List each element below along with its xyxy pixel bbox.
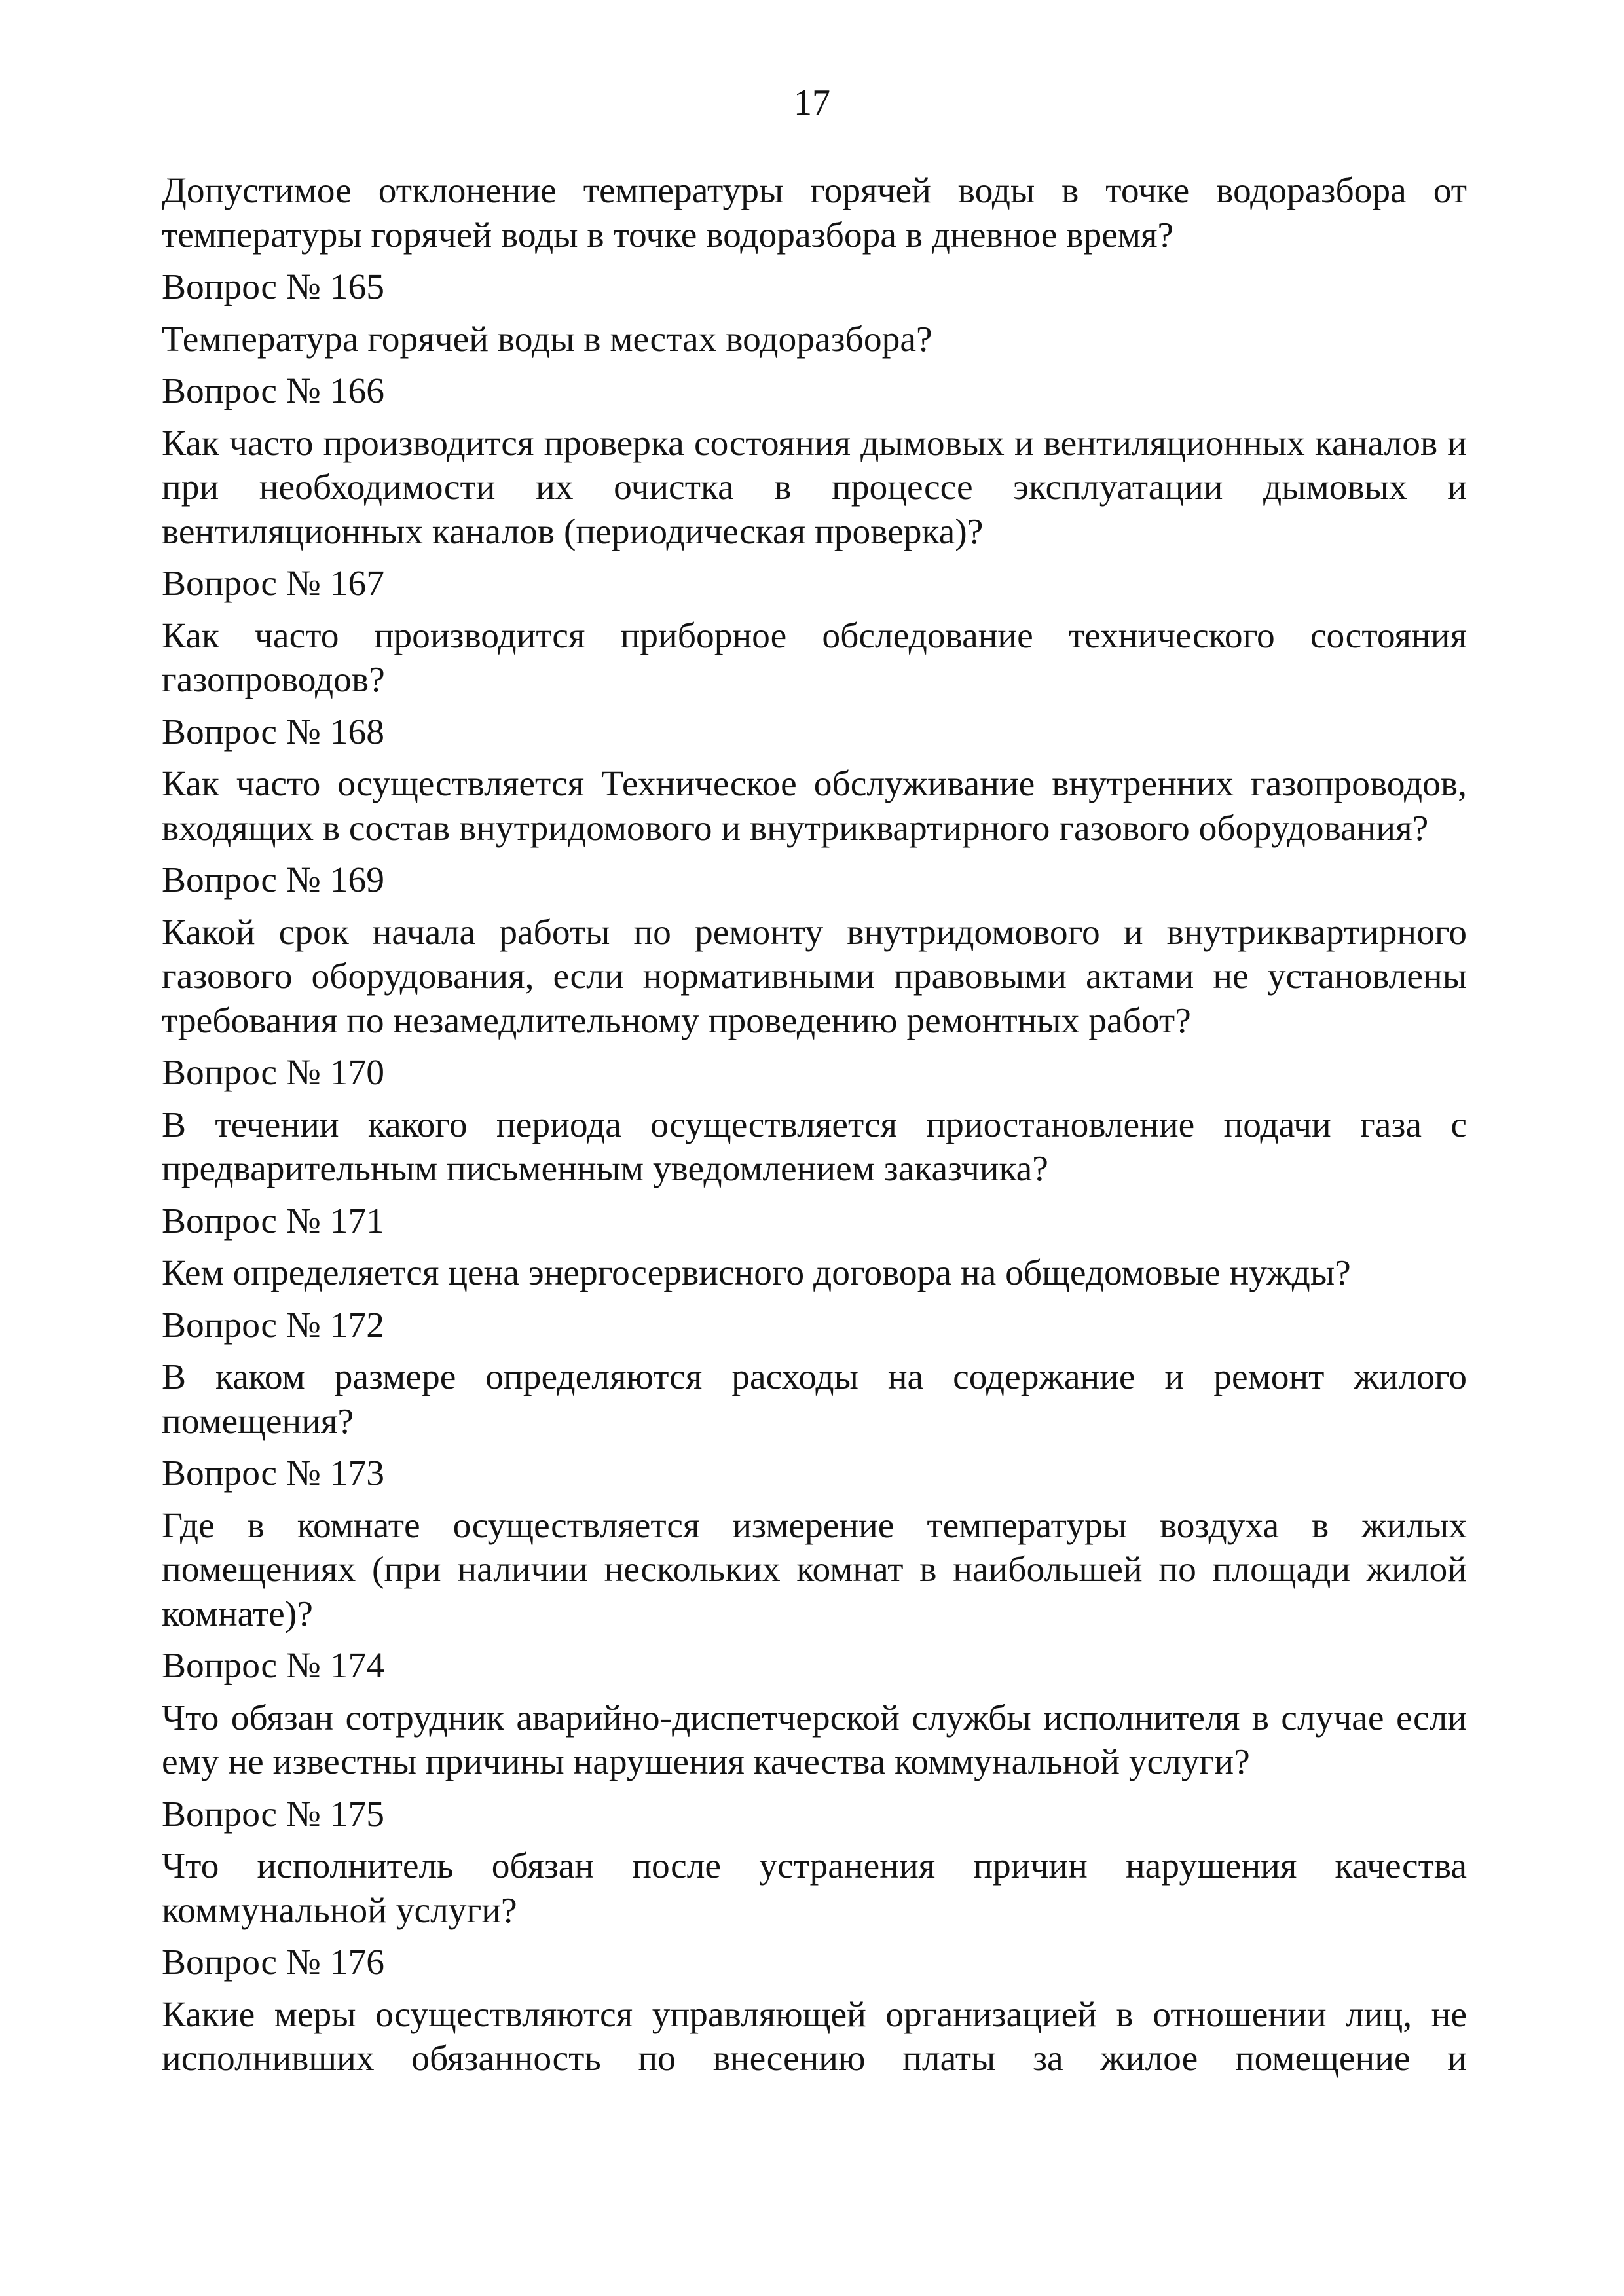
question-heading: Вопрос № 176 bbox=[162, 1942, 384, 1982]
question-text: Допустимое отклонение температуры горячей воды в точке водоразбора от температуры горячей воды в точке водоразбора в дневное время? bbox=[162, 171, 1467, 255]
question-heading: Вопрос № 173 bbox=[162, 1453, 384, 1493]
question-heading: Вопрос № 175 bbox=[162, 1794, 384, 1834]
question-text: Какой срок начала работы по ремонту внутридомового и внутриквартирного газового оборудования, если нормативными правовыми актами не установлены требования по незамедлительному проведению ремонтных работ? bbox=[162, 912, 1467, 1041]
question-text: Кем определяется цена энергосервисного договора на общедомовые нужды? bbox=[162, 1253, 1351, 1293]
question-text: В каком размере определяются расходы на содержание и ремонт жилого помещения? bbox=[162, 1357, 1467, 1442]
question-heading: Вопрос № 166 bbox=[162, 371, 384, 411]
question-text: Как часто осуществляется Техническое обслуживание внутренних газопроводов, входящих в состав внутридомового и внутриквартирного газового оборудования? bbox=[162, 764, 1467, 848]
question-text: Как часто производится приборное обследование технического состояния газопроводов? bbox=[162, 615, 1467, 700]
question-heading: Вопрос № 169 bbox=[162, 860, 384, 900]
question-heading: Вопрос № 174 bbox=[162, 1646, 384, 1686]
page-number: 17 bbox=[794, 82, 830, 123]
question-text: Что обязан сотрудник аварийно-диспетчерской службы исполнителя в случае если ему не известны причины нарушения качества коммунальной услуги? bbox=[162, 1698, 1467, 1782]
question-heading: Вопрос № 171 bbox=[162, 1201, 384, 1241]
question-text-continued: Какие меры осуществляются управляющей организацией в отношении лиц, не исполнивших обязанность по внесению платы за жилое помещение и bbox=[162, 1994, 1467, 2079]
question-heading: Вопрос № 168 bbox=[162, 712, 384, 752]
question-text: Температура горячей воды в местах водоразбора? bbox=[162, 319, 932, 359]
question-heading: Вопрос № 167 bbox=[162, 564, 384, 604]
question-heading: Вопрос № 165 bbox=[162, 267, 384, 307]
question-text: В течении какого периода осуществляется приостановление подачи газа с предварительным письменным уведомлением заказчика? bbox=[162, 1104, 1467, 1189]
question-text: Как часто производится проверка состояния дымовых и вентиляционных каналов и при необходимости их очистка в процессе эксплуатации дымовых и вентиляционных каналов (периодическая проверка)? bbox=[162, 423, 1467, 552]
question-text: Где в комнате осуществляется измерение температуры воздуха в жилых помещениях (при наличии нескольких комнат в наибольшей по площади жилой комнате)? bbox=[162, 1505, 1467, 1634]
question-heading: Вопрос № 170 bbox=[162, 1053, 384, 1093]
document-body bbox=[162, 169, 1467, 2081]
question-heading: Вопрос № 172 bbox=[162, 1305, 384, 1345]
question-text: Что исполнитель обязан после устранения причин нарушения качества коммунальной услуги? bbox=[162, 1846, 1467, 1931]
